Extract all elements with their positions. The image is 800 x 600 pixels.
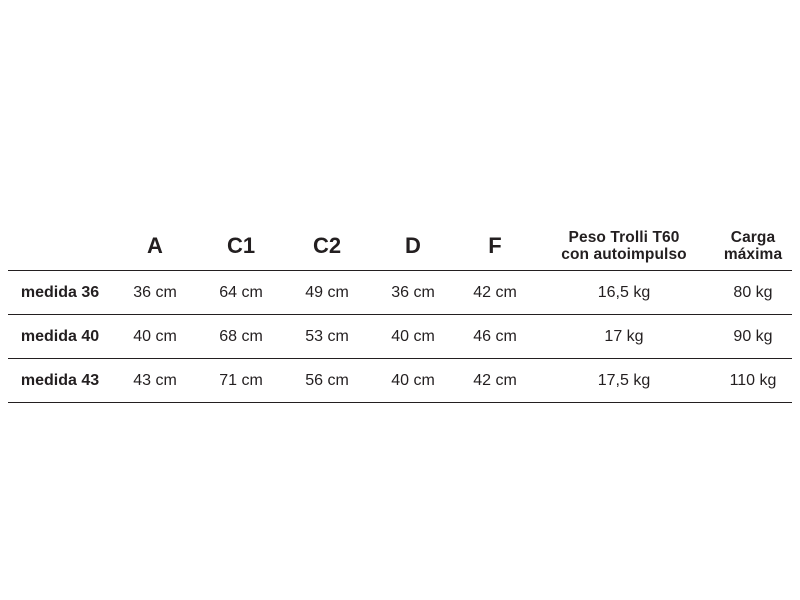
header-cell-peso-trolli [534,222,714,271]
cell-c2-40: 53 cm [284,315,370,359]
cell-a-36: 36 cm [112,271,198,315]
cell-carga-43: 110 kg [714,359,792,403]
header-cell-carga-maxima [714,222,792,271]
cell-d-40: 40 cm [370,315,456,359]
cell-carga-40: 90 kg [714,315,792,359]
cell-d-43: 40 cm [370,359,456,403]
cell-c1-40: 68 cm [198,315,284,359]
header-cell-d: D [370,222,456,271]
cell-d-36: 36 cm [370,271,456,315]
header-carga-line2: máxima [723,246,783,263]
cell-peso-40: 17 kg [534,315,714,359]
cell-c1-43: 71 cm [198,359,284,403]
cell-c1-36: 64 cm [198,271,284,315]
row-label-medida-36: medida 36 [8,271,112,315]
cell-peso-36: 16,5 kg [534,271,714,315]
table-row [8,271,792,315]
header-cell-c1: C1 [198,222,284,271]
row-label-medida-40: medida 40 [8,315,112,359]
header-cell-empty [8,222,112,271]
table-row [8,359,792,403]
header-cell-f: F [456,222,534,271]
row-label-medida-43: medida 43 [8,359,112,403]
cell-f-36: 42 cm [456,271,534,315]
header-cell-a: A [112,222,198,271]
cell-peso-43: 17,5 kg [534,359,714,403]
cell-a-40: 40 cm [112,315,198,359]
specifications-table [8,222,792,403]
cell-f-43: 42 cm [456,359,534,403]
header-carga-line1: Carga [730,228,776,246]
table-row [8,315,792,359]
cell-a-43: 43 cm [112,359,198,403]
header-cell-c2: C2 [284,222,370,271]
header-peso-line1: Peso Trolli T60 [568,228,680,246]
specifications-table-container [8,222,792,403]
cell-carga-36: 80 kg [714,271,792,315]
header-peso-line2: con autoimpulso [561,246,687,263]
table-header-row [8,222,792,271]
cell-c2-43: 56 cm [284,359,370,403]
cell-f-40: 46 cm [456,315,534,359]
cell-c2-36: 49 cm [284,271,370,315]
